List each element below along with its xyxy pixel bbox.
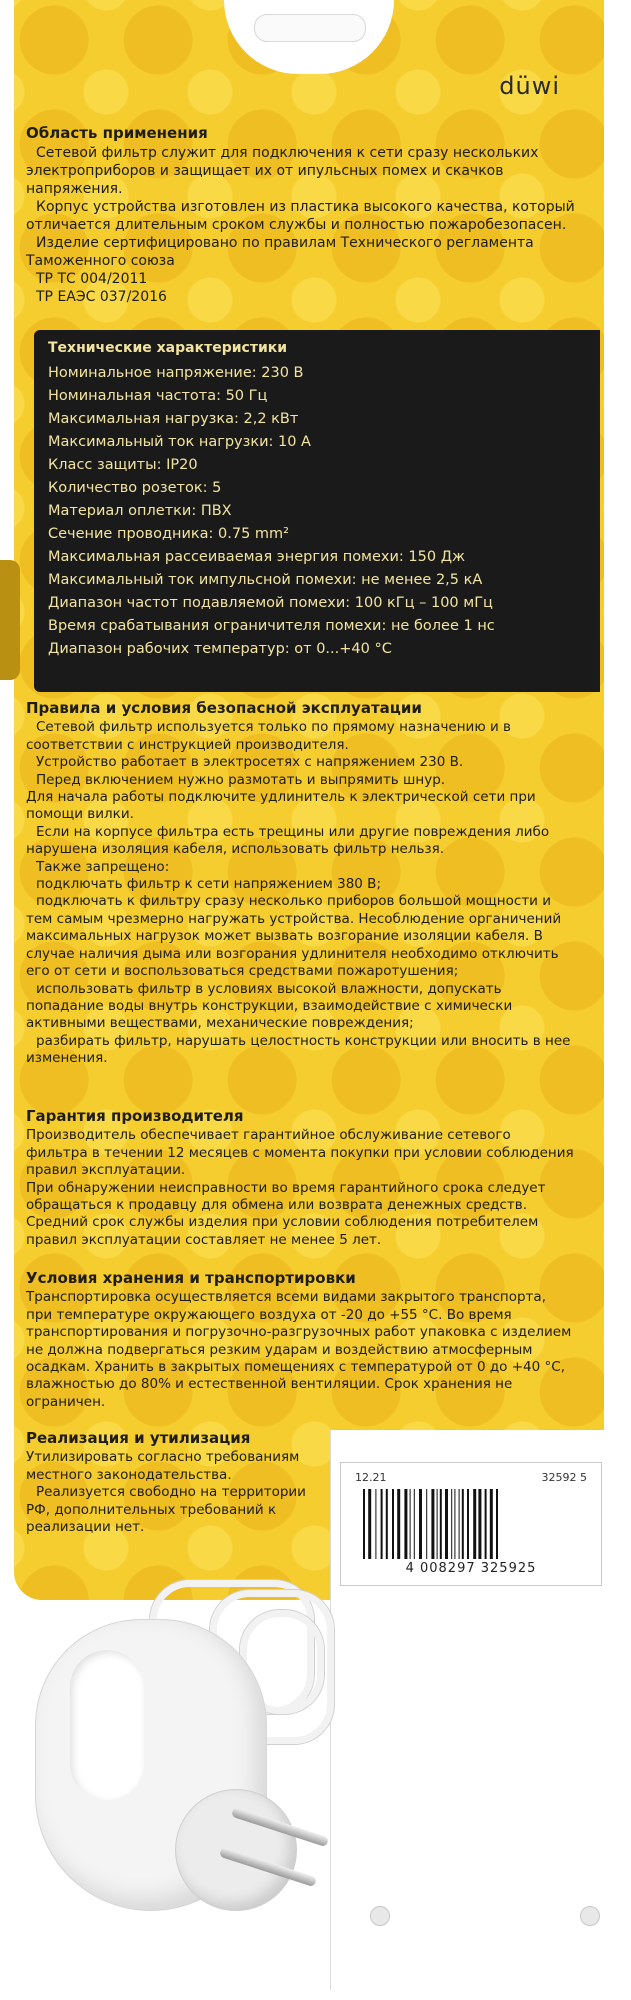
usage-text: ТР ЕАЭС 037/2016 [36,289,167,305]
safety-text: использовать фильтр в условиях высокой влажности, допускать попадание воды внутрь конструкции, взаимодействие с химически активными веществами, механические повреждения; [26,980,513,1032]
warranty-section [26,1108,576,1249]
safety-text: Если на корпусе фильтра есть трещины или другие повреждения либо нарушена изоляция кабеля, использовать фильтр нельзя. [26,823,550,858]
usage-title: Область применения [26,124,208,142]
side-tab [0,560,20,680]
barcode-number: 4 008297 325925 [405,1561,537,1576]
spec-row: Номинальная частота: 50 Гц [48,388,268,404]
brand-logo: düwi [499,72,560,100]
usage-text: ТР ТС 004/2011 [36,271,148,287]
disposal-section [26,1430,316,1536]
usage-text: Сетевой фильтр служит для подключения к сети сразу нескольких электроприборов и защищает их от ипульсных помех и скачков напряжения. [26,145,539,197]
specs-title: Технические характеристики [48,340,288,356]
usage-text: Корпус устройства изготовлен из пластика высокого качества, который отличается длительным сроком службы и полностью пожаробезопасен. [26,199,575,233]
safety-text: подключать к фильтру сразу несколько приборов большой мощности и тем самым чрезмерно нагружать устройства. Несоблюдение органичений максимальных нагрузок может вызвать возгорание изоляции кабеля. В случае наличия дыма или возгорания удлинителя необходимо отключить его от сети и воспользоваться средствами пожаротушения; [26,893,562,980]
spec-row: Класс защиты: IP20 [48,457,198,473]
storage-title: Условия хранения и транспортировки [26,1269,356,1287]
barcode-bar [462,1489,464,1559]
spec-row: Диапазон частот подавляемой помехи: 100 кГц – 100 мГц [48,595,493,611]
barcode-bar [368,1489,371,1559]
barcode-code: 32592 5 [541,1471,587,1484]
safety-text: подключать фильтр к сети напряжением 380 В; [36,876,381,893]
safety-text: Перед включением нужно размотать и выпрямить шнур. [36,771,446,788]
safety-text: Устройство работает в электросетях с напряжением 230 В. [36,754,464,771]
disposal-text: Реализуется свободно на территории РФ, дополнительных требований к реализации нет. [26,1484,306,1536]
spec-row: Максимальный ток нагрузки: 10 А [48,434,311,450]
barcode-bar [496,1489,498,1559]
barcode-bar [363,1489,365,1559]
safety-text: Также запрещено: [36,858,170,875]
barcode-bar [473,1489,476,1559]
barcode-bar [392,1489,394,1559]
plug-grip-hole [70,1650,144,1800]
spec-row: Максимальная нагрузка: 2,2 кВт [48,411,299,427]
safety-title: Правила и условия безопасной эксплуатации [26,699,422,717]
barcode-bar [410,1489,411,1559]
spec-row: Диапазон рабочих температур: от 0...+40 °С [48,641,392,657]
spec-row: Время срабатывания ограничителя помехи: не более 1 нс [48,618,495,634]
hang-slot [254,14,366,42]
barcode-bar [478,1489,481,1559]
barcode-bar [445,1489,448,1559]
warranty-text: Средний срок службы изделия при условии соблюдения потребителем правил эксплуатации составляет не менее 5 лет. [26,1214,539,1248]
warranty-text: Производитель обеспечивает гарантийное обслуживание сетевого фильтра в течении 12 месяцев с момента покупки при условии соблюдения правил эксплуатации. [26,1127,574,1179]
barcode-bar [386,1489,388,1559]
warranty-text: При обнаружении неисправности во время гарантийного срока следует обращаться к продавцу для обмена или возврата денежных средств. [26,1179,546,1214]
barcode-label [340,1462,602,1586]
barcode-bar [467,1489,469,1559]
barcode-bar [419,1489,422,1559]
safety-text: разбирать фильтр, нарушать целостность конструкции или вносить в нее изменения. [26,1032,571,1067]
specs-panel [34,330,600,692]
spec-row: Номинальное напряжение: 230 В [48,365,304,381]
barcode-date: 12.21 [355,1471,387,1484]
spec-row: Максимальный ток импульсной помехи: не менее 2,5 кА [48,572,483,588]
safety-section [26,700,576,1068]
barcode-bar [426,1489,427,1559]
barcode-bar [454,1489,455,1559]
spec-row: Максимальная рассеиваемая энергия помехи: 150 Дж [48,549,466,565]
usage-section [26,124,576,306]
warranty-title: Гарантия производителя [26,1107,244,1125]
barcode-bar [431,1489,434,1559]
hang-tab [224,0,394,74]
spec-row: Сечение проводника: 0.75 mm² [48,526,289,542]
barcode-bar [459,1489,460,1559]
barcode-bar [414,1489,415,1559]
barcode-bar [485,1489,487,1559]
barcode-bar [381,1489,383,1559]
disposal-text: Утилизировать согласно требованиям местного законодательства. [26,1449,300,1483]
mount-hole [370,1906,390,1926]
barcode-bar [451,1489,452,1559]
barcode-bar [437,1489,438,1559]
safety-text: Сетевой фильтр используется только по прямому назначению и в соответствии с инструкцией производителя. [26,719,511,753]
storage-section [26,1270,576,1411]
barcode-bar [404,1489,407,1559]
usage-text: Изделие сертифицировано по правилам Технического регламента Таможенного союза [26,235,534,269]
barcode-bar [490,1489,493,1559]
storage-text: Транспортировка осуществляется всеми видами закрытого транспорта, при температуре окружающего воздуха от -20 до +55 °С. Во время транспортирования и погрузочно-разгрузочных работ упаковка с изделием не должна подвергаться резким ударам и воздействию атмосферным осадкам. Хранить в закрытых помещениях с температурой от 0 до +40 °С, влажностью до 80% и естественной вентиляции. Срок хранения не ограничен. [26,1289,572,1410]
spec-row: Количество розеток: 5 [48,480,222,496]
barcode-bar [440,1489,442,1559]
safety-text: Для начала работы подключите удлинитель к электрической сети при помощи вилки. [26,789,536,823]
barcode-bars [361,1489,585,1559]
mount-hole [580,1906,600,1926]
barcode-bar [397,1489,400,1559]
disposal-title: Реализация и утилизация [26,1429,251,1447]
spec-row: Материал оплетки: ПВХ [48,503,232,519]
barcode-bar [375,1489,376,1559]
